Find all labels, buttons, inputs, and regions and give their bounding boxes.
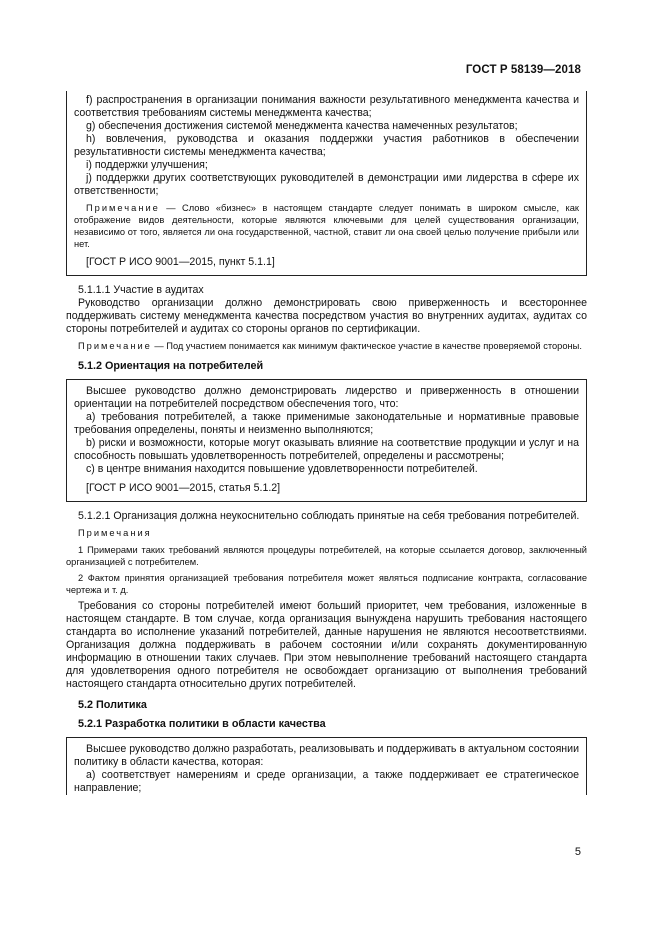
note: 1 Примерами таких требований являются процедуры потребителей, на которые ссылается договор, заключенный организацией с потребителем. xyxy=(66,545,587,567)
list-item: g) обеспечения достижения системой менеджмента качества намеченных результатов; xyxy=(86,120,518,132)
list-item: c) в центре внимания находится повышение удовлетворенности потребителей. xyxy=(86,463,478,475)
section-heading: 5.1.2 Ориентация на потребителей xyxy=(78,360,264,372)
list-item: j) поддержки других соответствующих руководителей в демонстрации ими лидерства в сфере их ответственности; xyxy=(74,172,579,197)
note-text: — Слово «бизнес» в настоящем стандарте следует понимать в широком смысле, как отображение видов деятельности, которые являются ключевыми для целей существования организации, независимо от того, является ли она государственной, частной, ставит ли она своей целью получение прибыли или нет. xyxy=(74,203,579,249)
quote-box-customer-focus xyxy=(66,379,587,502)
list-item: h) вовлечения, руководства и оказания поддержки участия работников в обеспечении результативности системы менеджмента качества; xyxy=(74,133,579,158)
quote-box-quality-policy xyxy=(66,737,587,795)
notes-title: Примечания xyxy=(78,528,152,538)
source-reference: [ГОСТ Р ИСО 9001—2015, пункт 5.1.1] xyxy=(86,256,275,268)
paragraph: Высшее руководство должно разработать, реализовывать и поддерживать в актуальном состоянии политику в области качества, которая: xyxy=(74,743,579,768)
note xyxy=(74,202,579,250)
list-item: a) соответствует намерениям и среде организации, а также поддерживает ее стратегическое направление; xyxy=(74,769,579,794)
list-item: i) поддержки улучшения; xyxy=(86,159,208,171)
section-heading: 5.2 Политика xyxy=(78,699,147,711)
paragraph: Требования со стороны потребителей имеют больший приоритет, чем требования, изложенные в настоящем стандарте. В том случае, когда организация вынуждена нарушить требования настоящего стандарта во исполнение указаний потребителей, данные нарушения не являются несоответствиями. Организация должна поддерживать в рабочем состоянии и/или сохранять документированную информацию в отношении таких случаев. При этом невыполнение требований настоящего стандарта для удовлетворения одного потребителя не освобождает организацию от выполнения требований настоящего стандарта относительно других потребителей. xyxy=(66,600,587,690)
note-label: Примечание xyxy=(78,341,152,351)
note: 2 Фактом принятия организацией требования потребителя может являться подписание контракта, согласование чертежа и т. д. xyxy=(66,573,587,595)
document-header: ГОСТ Р 58139—2018 xyxy=(465,64,581,76)
paragraph: Руководство организации должно демонстрировать свою приверженность и всестороннее поддерживать систему менеджмента качества посредством участия во внутренних аудитах, аудитах со стороны потребителей и аудитах со стороны органов по сертификации. xyxy=(66,297,587,335)
list-item: a) требования потребителей, а также применимые законодательные и нормативные правовые требования определены, поняты и неизменно выполняются; xyxy=(74,411,579,436)
paragraph: 5.1.2.1 Организация должна неукоснительно соблюдать принятые на себя требования потребителей. xyxy=(78,510,580,522)
list-item: f) распространения в организации понимания важности результативного менеджмента качества и соответствия требованиям системы менеджмента качества; xyxy=(74,94,579,119)
page-number: 5 xyxy=(574,846,581,858)
quote-box-leadership xyxy=(66,91,587,276)
note-label: Примечание xyxy=(86,203,160,213)
clause-title: 5.1.1.1 Участие в аудитах xyxy=(78,284,204,296)
paragraph: Высшее руководство должно демонстрировать лидерство и приверженность в отношении ориентации на потребителей посредством обеспечения того, что: xyxy=(74,385,579,410)
page-content xyxy=(66,91,587,795)
source-reference: [ГОСТ Р ИСО 9001—2015, статья 5.1.2] xyxy=(86,482,281,494)
list-item: b) риски и возможности, которые могут оказывать влияние на соответствие продукции и услуг и на способность повышать удовлетворенность потребителей, определены и рассмотрены; xyxy=(74,437,579,462)
section-heading: 5.2.1 Разработка политики в области качества xyxy=(78,718,326,730)
note-text: — Под участием понимается как минимум фактическое участие в качестве проверяемой стороны. xyxy=(151,341,582,351)
note xyxy=(66,340,587,352)
